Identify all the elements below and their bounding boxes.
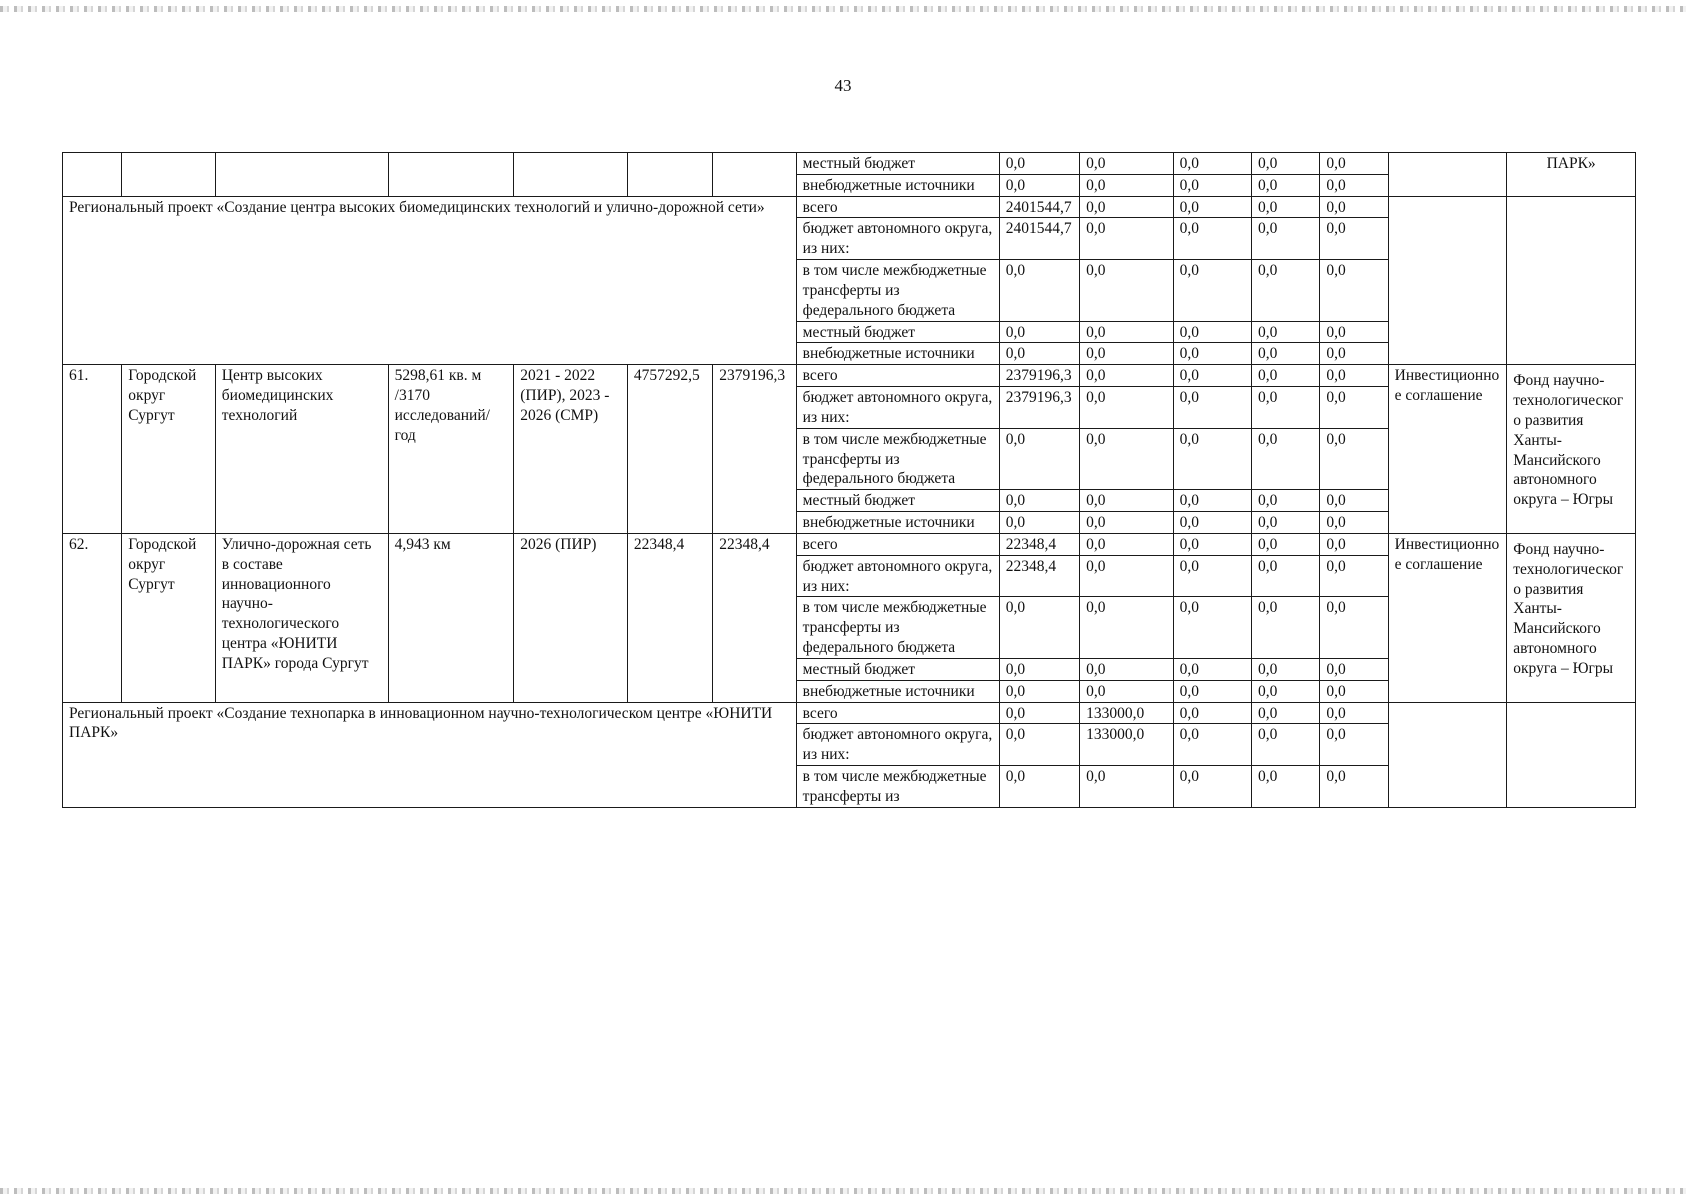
value-cell: 0,0 <box>999 321 1079 343</box>
item-object: Улично-дорожная сеть в составе инновационного научно-технологического центра «ЮНИТИ ПАРК» города Сургут <box>215 533 388 702</box>
value-cell: 0,0 <box>1320 196 1388 218</box>
cell-empty <box>1507 702 1636 807</box>
value-cell: 0,0 <box>1320 766 1388 808</box>
cell-empty <box>1388 153 1507 197</box>
value-cell: 0,0 <box>1173 321 1251 343</box>
funding-source: в том числе межбюджетные трансферты из федерального бюджета <box>796 597 999 658</box>
value-cell: 0,0 <box>999 658 1079 680</box>
value-cell: 0,0 <box>1251 321 1319 343</box>
cell-empty <box>388 153 514 197</box>
item-remaining: 2379196,3 <box>713 365 796 534</box>
regional-project-title: Региональный проект «Создание центра высоких биомедицинских технологий и улично-дорожной сети» <box>63 196 797 365</box>
funding-source: всего <box>796 702 999 724</box>
value-cell: 0,0 <box>1320 658 1388 680</box>
item-cost: 4757292,5 <box>627 365 712 534</box>
value-cell: 0,0 <box>1251 597 1319 658</box>
cell-empty <box>713 153 796 197</box>
value-cell: 0,0 <box>1173 343 1251 365</box>
value-cell: 0,0 <box>1080 533 1173 555</box>
item-object: Центр высоких биомедицинских технологий <box>215 365 388 534</box>
funding-source: в том числе межбюджетные трансферты из федерального бюджета <box>796 428 999 489</box>
cell-empty <box>627 153 712 197</box>
cell-empty <box>1388 196 1507 365</box>
value-cell: 0,0 <box>1173 196 1251 218</box>
value-cell: 0,0 <box>1251 702 1319 724</box>
value-cell: 0,0 <box>999 680 1079 702</box>
table-row <box>63 196 1636 218</box>
value-cell: 22348,4 <box>999 555 1079 597</box>
item-capacity: 5298,61 кв. м /3170 исследований/год <box>388 365 514 534</box>
value-cell: 2401544,7 <box>999 196 1079 218</box>
value-cell: 0,0 <box>1320 343 1388 365</box>
scan-edge-bottom <box>0 1188 1686 1194</box>
value-cell: 0,0 <box>1320 533 1388 555</box>
value-cell: 0,0 <box>1320 555 1388 597</box>
item-number: 61. <box>63 365 122 534</box>
value-cell: 0,0 <box>1173 174 1251 196</box>
value-cell: 0,0 <box>1251 512 1319 534</box>
item-period: 2021 - 2022 (ПИР), 2023 - 2026 (СМР) <box>514 365 628 534</box>
value-cell: 0,0 <box>1173 153 1251 175</box>
value-cell: 0,0 <box>1080 555 1173 597</box>
value-cell: 0,0 <box>1173 597 1251 658</box>
value-cell: 0,0 <box>1173 680 1251 702</box>
value-cell: 2379196,3 <box>999 387 1079 429</box>
value-cell: 0,0 <box>1173 724 1251 766</box>
table-row <box>63 702 1636 724</box>
table-row <box>63 153 1636 175</box>
value-cell: 0,0 <box>1320 387 1388 429</box>
item-municipality: Городской округ Сургут <box>122 533 215 702</box>
value-cell: 0,0 <box>1251 658 1319 680</box>
value-cell: 0,0 <box>1251 555 1319 597</box>
value-cell: 0,0 <box>1173 555 1251 597</box>
value-cell: 0,0 <box>1080 680 1173 702</box>
cell-empty <box>215 153 388 197</box>
value-cell: 0,0 <box>1173 365 1251 387</box>
funding-source: местный бюджет <box>796 153 999 175</box>
value-cell: 0,0 <box>1080 260 1173 321</box>
cell-empty <box>514 153 628 197</box>
value-cell: 0,0 <box>1080 766 1173 808</box>
value-cell: 0,0 <box>1080 196 1173 218</box>
item-remaining: 22348,4 <box>713 533 796 702</box>
value-cell: 0,0 <box>1173 512 1251 534</box>
funding-source: местный бюджет <box>796 321 999 343</box>
cell-empty <box>1388 702 1507 807</box>
funding-source: внебюджетные источники <box>796 343 999 365</box>
value-cell: 0,0 <box>1251 196 1319 218</box>
value-cell: 0,0 <box>999 343 1079 365</box>
value-cell: 0,0 <box>1080 343 1173 365</box>
funding-source: всего <box>796 365 999 387</box>
funding-source: внебюджетные источники <box>796 680 999 702</box>
value-cell: 0,0 <box>1251 724 1319 766</box>
value-cell: 0,0 <box>1251 174 1319 196</box>
cell-empty <box>63 153 122 197</box>
value-cell: 0,0 <box>999 702 1079 724</box>
funding-source: бюджет автономного округа, из них: <box>796 218 999 260</box>
value-cell: 0,0 <box>1251 218 1319 260</box>
item-mechanism: Инвестиционное соглашение <box>1388 533 1507 702</box>
funding-source: внебюджетные источники <box>796 512 999 534</box>
value-cell: 0,0 <box>1080 365 1173 387</box>
value-cell: 0,0 <box>999 260 1079 321</box>
value-cell: 0,0 <box>1320 218 1388 260</box>
funding-source: внебюджетные источники <box>796 174 999 196</box>
value-cell: 0,0 <box>1320 153 1388 175</box>
value-cell: 0,0 <box>999 766 1079 808</box>
table-row <box>63 365 1636 387</box>
table-body <box>63 153 1636 808</box>
value-cell: 0,0 <box>1251 260 1319 321</box>
value-cell: 22348,4 <box>999 533 1079 555</box>
value-cell: 0,0 <box>1080 387 1173 429</box>
value-cell: 133000,0 <box>1080 724 1173 766</box>
value-cell: 0,0 <box>1320 724 1388 766</box>
value-cell: 0,0 <box>1320 321 1388 343</box>
item-capacity: 4,943 км <box>388 533 514 702</box>
value-cell: 0,0 <box>1080 174 1173 196</box>
funding-source: бюджет автономного округа, из них: <box>796 555 999 597</box>
funding-source: в том числе межбюджетные трансферты из <box>796 766 999 808</box>
value-cell: 0,0 <box>1080 490 1173 512</box>
value-cell: 0,0 <box>1173 658 1251 680</box>
funding-source: местный бюджет <box>796 490 999 512</box>
value-cell: 0,0 <box>999 724 1079 766</box>
item-number: 62. <box>63 533 122 702</box>
value-cell: 133000,0 <box>1080 702 1173 724</box>
value-cell: 0,0 <box>999 490 1079 512</box>
value-cell: 0,0 <box>1251 153 1319 175</box>
value-cell: 0,0 <box>1173 533 1251 555</box>
funding-source: бюджет автономного округа, из них: <box>796 387 999 429</box>
value-cell: 0,0 <box>1251 766 1319 808</box>
value-cell: 0,0 <box>1251 365 1319 387</box>
item-customer: Фонд научно-технологического развития Ханты-Мансийского автономного округа – Югры <box>1507 365 1636 534</box>
value-cell: 0,0 <box>999 428 1079 489</box>
value-cell: 0,0 <box>999 174 1079 196</box>
cell-empty <box>122 153 215 197</box>
investment-table <box>62 152 1636 808</box>
value-cell: 0,0 <box>1320 512 1388 534</box>
value-cell: 2401544,7 <box>999 218 1079 260</box>
funding-source: всего <box>796 196 999 218</box>
value-cell: 0,0 <box>1080 512 1173 534</box>
value-cell: 0,0 <box>1251 343 1319 365</box>
value-cell: 0,0 <box>1251 490 1319 512</box>
value-cell: 0,0 <box>1173 766 1251 808</box>
item-customer: Фонд научно-технологического развития Ханты-Мансийского автономного округа – Югры <box>1507 533 1636 702</box>
customer-cell: ПАРК» <box>1507 153 1636 197</box>
value-cell: 0,0 <box>1173 702 1251 724</box>
scan-edge-top <box>0 6 1686 12</box>
value-cell: 2379196,3 <box>999 365 1079 387</box>
table-row <box>63 533 1636 555</box>
value-cell: 0,0 <box>1320 597 1388 658</box>
item-cost: 22348,4 <box>627 533 712 702</box>
value-cell: 0,0 <box>999 597 1079 658</box>
value-cell: 0,0 <box>1320 702 1388 724</box>
value-cell: 0,0 <box>1173 260 1251 321</box>
value-cell: 0,0 <box>1320 680 1388 702</box>
funding-source: местный бюджет <box>796 658 999 680</box>
cell-empty <box>1507 196 1636 365</box>
funding-source: в том числе межбюджетные трансферты из федерального бюджета <box>796 260 999 321</box>
value-cell: 0,0 <box>1251 428 1319 489</box>
funding-source: бюджет автономного округа, из них: <box>796 724 999 766</box>
value-cell: 0,0 <box>1251 387 1319 429</box>
value-cell: 0,0 <box>1251 533 1319 555</box>
regional-project-title: Региональный проект «Создание технопарка в инновационном научно-технологическом центре «ЮНИТИ ПАРК» <box>63 702 797 807</box>
value-cell: 0,0 <box>1080 321 1173 343</box>
value-cell: 0,0 <box>1173 490 1251 512</box>
value-cell: 0,0 <box>1320 260 1388 321</box>
value-cell: 0,0 <box>1320 365 1388 387</box>
value-cell: 0,0 <box>1080 597 1173 658</box>
funding-source: всего <box>796 533 999 555</box>
value-cell: 0,0 <box>1080 658 1173 680</box>
value-cell: 0,0 <box>1173 387 1251 429</box>
value-cell: 0,0 <box>1320 490 1388 512</box>
value-cell: 0,0 <box>1320 428 1388 489</box>
item-mechanism: Инвестиционное соглашение <box>1388 365 1507 534</box>
value-cell: 0,0 <box>1080 218 1173 260</box>
value-cell: 0,0 <box>1320 174 1388 196</box>
value-cell: 0,0 <box>1173 218 1251 260</box>
value-cell: 0,0 <box>999 153 1079 175</box>
value-cell: 0,0 <box>1080 153 1173 175</box>
value-cell: 0,0 <box>999 512 1079 534</box>
item-municipality: Городской округ Сургут <box>122 365 215 534</box>
value-cell: 0,0 <box>1080 428 1173 489</box>
item-period: 2026 (ПИР) <box>514 533 628 702</box>
page-number: 43 <box>834 76 852 95</box>
value-cell: 0,0 <box>1173 428 1251 489</box>
value-cell: 0,0 <box>1251 680 1319 702</box>
